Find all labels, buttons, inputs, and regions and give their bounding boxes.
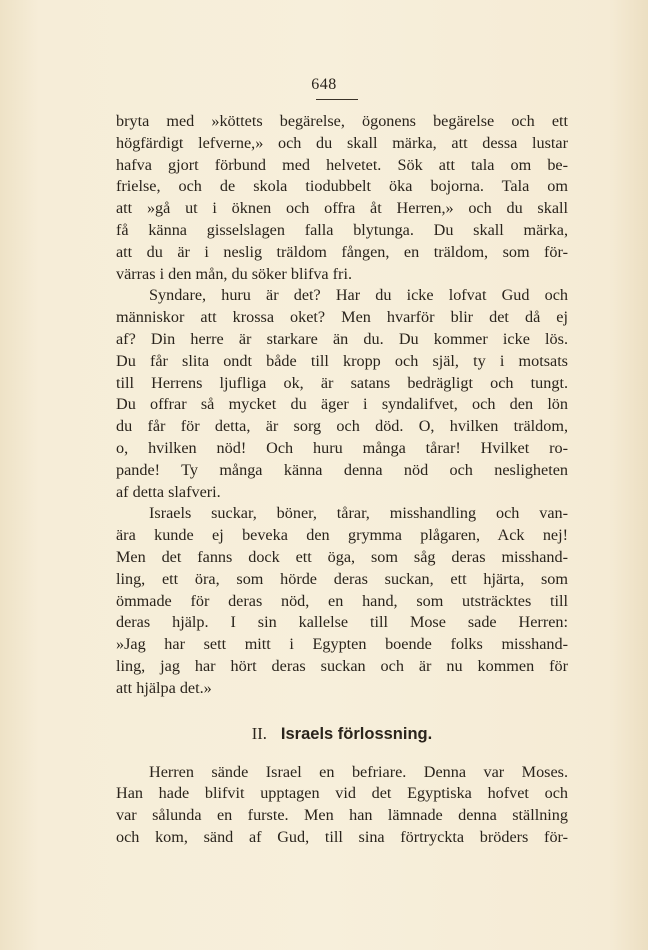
text-line: att hjälpa det.» [116, 678, 212, 697]
text-line: af detta slafveri. [116, 482, 221, 501]
section-number: II. [251, 723, 267, 743]
section-heading [116, 710, 568, 758]
text-line: ling, ett öra, som hörde deras suckan, ett hjärta, som [116, 569, 568, 588]
text-line: att du är i neslig träldom fången, en träldom, som för- [116, 242, 568, 261]
text-line: ömmade för deras nöd, en hand, som utsträcktes till [116, 591, 568, 610]
text-line: Du får slita ondt både till kropp och själ, ty i motsats [116, 351, 568, 370]
text-line: till Herrens ljufliga ok, är satans bedrägligt och tungt. [116, 373, 568, 392]
paragraph-1 [116, 111, 568, 285]
text-line: bryta med »köttets begärelse, ögonens begärelse och ett [116, 112, 568, 130]
text-line: ling, jag har hört deras suckan och är nu kommen för [116, 656, 568, 675]
text-line: var sålunda en furste. Men han lämnade denna ställning [116, 806, 568, 825]
text-line: pande! Ty många känna denna nöd och nesligheten [116, 460, 568, 479]
text-line: att »gå ut i öknen och offra åt Herren,» och du skall [116, 199, 568, 218]
page-number-rule [316, 99, 358, 100]
text-line: människor att krossa oket? Men hvarför blir det då ej [116, 308, 568, 327]
section-title: Israels förlossning. [280, 724, 433, 743]
page-number: 648 [311, 76, 337, 93]
text-line: Du offrar så mycket du äger i syndalifvet, och den lön [116, 395, 568, 414]
text-line: o, hvilken nöd! Och huru många tårar! Hvilket ro- [116, 438, 568, 457]
paragraph-4 [116, 762, 568, 849]
text-line: värras i den mån, du söker blifva fri. [116, 264, 352, 283]
paragraph-3 [116, 503, 568, 699]
body-text [116, 111, 568, 849]
text-line: ära kunde ej beveka den grymma plågaren, Ack nej! [116, 526, 568, 545]
text-line: Han hade blifvit upptagen vid det Egyptiska hofvet och [116, 784, 568, 803]
text-line: och kom, sänd af Gud, till sina förtryckta bröders för- [116, 827, 568, 846]
text-line: Syndare, huru är det? Har du icke lofvat Gud och [149, 286, 568, 305]
text-line: deras hjälp. I sin kallelse till Mose sade Herren: [116, 613, 568, 632]
text-line: »Jag har sett mitt i Egypten boende folks misshand- [116, 635, 568, 654]
text-line: hafva gjort förbund med helvetet. Sök att tala om be- [116, 155, 568, 174]
text-line: högfärdigt lefverne,» och du skall märka, att dessa lustar [116, 133, 568, 152]
text-line: Men det fanns dock ett öga, som såg deras misshand- [116, 547, 568, 566]
text-line: Israels suckar, böner, tårar, misshandling och van- [149, 504, 568, 523]
text-line: af? Din herre är starkare än du. Du kommer icke lös. [116, 329, 568, 348]
text-line: frielse, och de skola tiodubbelt öka bojorna. Tala om [116, 177, 568, 196]
text-line: du får för detta, är sorg och död. O, hvilken träldom, [116, 417, 568, 436]
text-line: få känna gisselslagen falla blytunga. Du skall märka, [116, 220, 568, 239]
text-line: Herren sände Israel en befriare. Denna var Moses. [149, 762, 568, 781]
paragraph-2 [116, 285, 568, 503]
